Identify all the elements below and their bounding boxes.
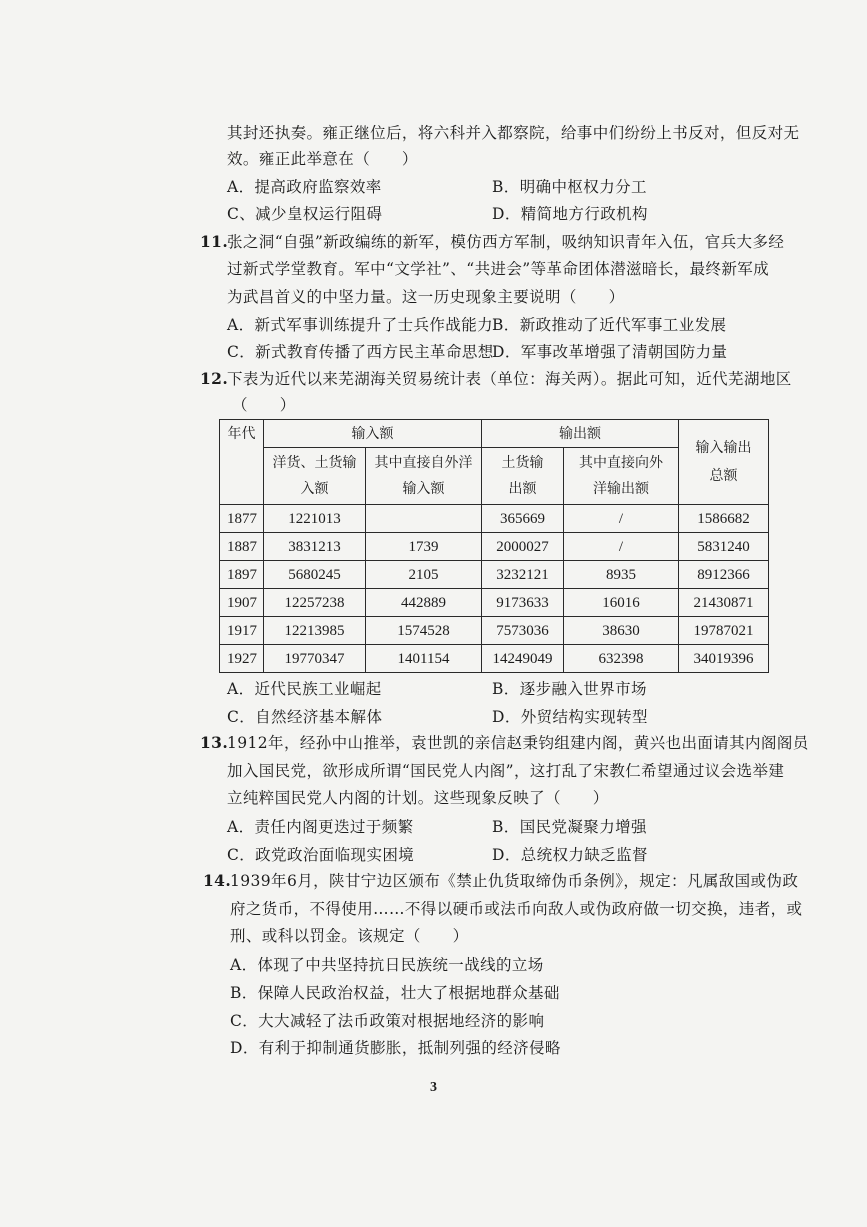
q13-option-a: A．责任内阁更迭过于频繁	[227, 818, 414, 836]
cell-import-direct	[366, 505, 482, 533]
cell-import-direct: 1401154	[366, 645, 482, 673]
table-row	[220, 645, 769, 673]
q11-option-c: C．新式教育传播了西方民主革命思想	[227, 343, 494, 361]
cell-year: 1907	[220, 589, 264, 617]
cell-export-all: 14249049	[482, 645, 564, 673]
q14-number: 14.	[203, 871, 232, 890]
q10-stem-line-2: 效。雍正此举意在（ ）	[227, 150, 418, 168]
cell-total: 21430871	[679, 589, 769, 617]
q11-option-b: B．新政推动了近代军事工业发展	[492, 316, 727, 334]
q10-option-d: D．精简地方行政机构	[492, 205, 648, 223]
q14-stem-line-2: 府之货币，不得使用……不得以硬币或法币向敌人或伪政府做一切交换，违者，或	[230, 900, 803, 918]
cell-export-all: 9173633	[482, 589, 564, 617]
cell-import-all: 12213985	[264, 617, 366, 645]
cell-export-direct: 632398	[564, 645, 679, 673]
cell-import-direct: 442889	[366, 589, 482, 617]
q11-stem-line-3: 为武昌首义的中坚力量。这一历史现象主要说明（ ）	[227, 288, 625, 306]
cell-year: 1877	[220, 505, 264, 533]
cell-export-direct: 38630	[564, 617, 679, 645]
table-row	[220, 561, 769, 589]
cell-export-direct: 8935	[564, 561, 679, 589]
q13-stem-line-2: 加入国民党，欲形成所谓“国民党人内阁”，这打乱了宋教仁希望通过议会选举建	[227, 762, 785, 780]
cell-import-all: 1221013	[264, 505, 366, 533]
cell-year: 1897	[220, 561, 264, 589]
q13-option-b: B．国民党凝聚力增强	[492, 818, 647, 836]
q12-stem-line-2: （ ）	[232, 396, 296, 414]
q12-number: 12.	[200, 369, 229, 388]
q10-stem-line-1: 其封还执奏。雍正继位后，将六科并入都察院，给事中们纷纷上书反对，但反对无	[227, 124, 800, 142]
cell-import-all: 19770347	[264, 645, 366, 673]
q14-option-a: A．体现了中共坚持抗日民族统一战线的立场	[230, 956, 544, 974]
q13-stem-line-3: 立纯粹国民党人内阁的计划。这些现象反映了（ ）	[227, 789, 609, 807]
header-total: 输入输出总额	[679, 420, 769, 505]
q14-option-d: D．有利于抑制通货膨胀，抵制列强的经济侵略	[230, 1039, 561, 1057]
header-export: 输出额	[482, 420, 679, 448]
cell-import-all: 3831213	[264, 533, 366, 561]
q12-option-a: A．近代民族工业崛起	[227, 680, 382, 698]
trade-statistics-table	[219, 419, 769, 673]
q11-number: 11.	[200, 232, 229, 251]
cell-year: 1917	[220, 617, 264, 645]
header-import-all: 洋货、土货输入额	[264, 448, 366, 505]
table-row	[220, 533, 769, 561]
header-export-all: 土货输出额	[482, 448, 564, 505]
cell-import-direct: 1739	[366, 533, 482, 561]
q12-option-d: D．外贸结构实现转型	[492, 708, 648, 726]
header-import: 输入额	[264, 420, 482, 448]
q10-option-a: A．提高政府监察效率	[227, 178, 382, 196]
cell-import-all: 5680245	[264, 561, 366, 589]
q14-option-c: C．大大减轻了法币政策对根据地经济的影响	[230, 1012, 545, 1030]
header-export-direct: 其中直接向外洋输出额	[564, 448, 679, 505]
q11-option-a: A．新式军事训练提升了士兵作战能力	[227, 316, 493, 334]
q10-option-b: B．明确中枢权力分工	[492, 178, 647, 196]
cell-export-all: 365669	[482, 505, 564, 533]
q11-stem-line-2: 过新式学堂教育。军中“文学社”、“共进会”等革命团体潜滋暗长，最终新军成	[227, 260, 770, 278]
cell-total: 19787021	[679, 617, 769, 645]
cell-export-direct: /	[564, 533, 679, 561]
cell-import-direct: 2105	[366, 561, 482, 589]
q13-option-d: D．总统权力缺乏监督	[492, 846, 648, 864]
cell-export-all: 7573036	[482, 617, 564, 645]
cell-year: 1927	[220, 645, 264, 673]
q10-option-c: C、减少皇权运行阻碍	[227, 205, 383, 223]
table-row	[220, 617, 769, 645]
cell-export-direct: /	[564, 505, 679, 533]
q14-stem-line-3: 刑、或科以罚金。该规定（ ）	[230, 927, 469, 945]
cell-total: 8912366	[679, 561, 769, 589]
cell-export-all: 2000027	[482, 533, 564, 561]
cell-year: 1887	[220, 533, 264, 561]
q11-option-d: D．军事改革增强了清朝国防力量	[492, 343, 728, 361]
q14-stem-line-1: 1939年6月，陕甘宁边区颁布《禁止仇货取缔伪币条例》，规定：凡属敌国或伪政	[230, 872, 799, 890]
q12-stem-line-1: 下表为近代以来芜湖海关贸易统计表（单位：海关两）。据此可知，近代芜湖地区	[227, 370, 792, 388]
cell-import-direct: 1574528	[366, 617, 482, 645]
cell-total: 5831240	[679, 533, 769, 561]
header-import-direct: 其中直接自外洋输入额	[366, 448, 482, 505]
q13-number: 13.	[200, 733, 229, 752]
q13-stem-line-1: 1912年，经孙中山推举，袁世凯的亲信赵秉钧组建内阁，黄兴也出面请其内阁阁员	[227, 734, 809, 752]
cell-export-direct: 16016	[564, 589, 679, 617]
q11-stem-line-1: 张之洞“自强”新政编练的新军，模仿西方军制，吸纳知识青年入伍，官兵大多经	[227, 233, 785, 251]
table-row	[220, 505, 769, 533]
cell-total: 34019396	[679, 645, 769, 673]
cell-total: 1586682	[679, 505, 769, 533]
cell-import-all: 12257238	[264, 589, 366, 617]
q12-option-c: C．自然经济基本解体	[227, 708, 383, 726]
table-row	[220, 589, 769, 617]
cell-export-all: 3232121	[482, 561, 564, 589]
q13-option-c: C．政党政治面临现实困境	[227, 846, 415, 864]
page-number: 3	[430, 1080, 437, 1095]
header-year: 年代	[220, 420, 264, 505]
q12-option-b: B．逐步融入世界市场	[492, 680, 647, 698]
q14-option-b: B．保障人民政治权益，壮大了根据地群众基础	[230, 984, 560, 1002]
